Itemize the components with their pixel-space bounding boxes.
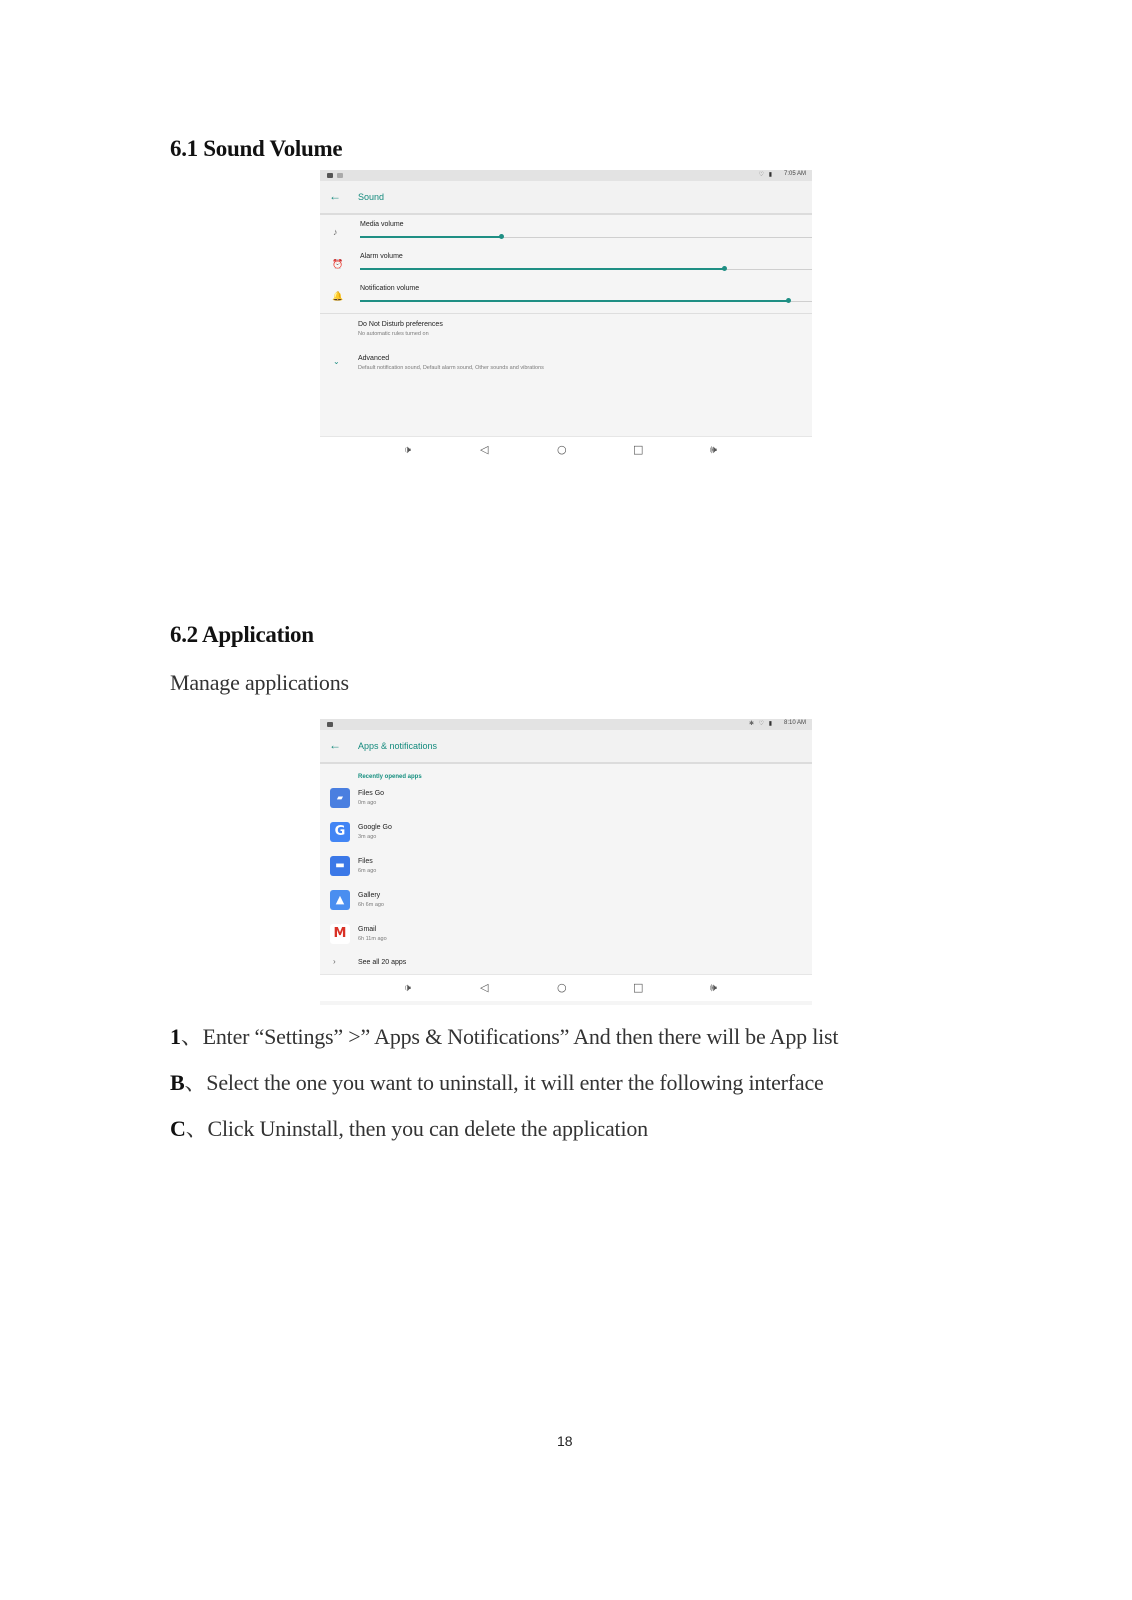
advanced-subtitle: Default notification sound, Default alarm sound, Other sounds and vibrations bbox=[358, 365, 544, 371]
status-bar bbox=[320, 719, 812, 730]
files-go-icon: ▰ bbox=[330, 788, 350, 808]
wifi-icon: ♡ bbox=[758, 172, 764, 178]
recent-apps-label: Recently opened apps bbox=[358, 774, 422, 780]
slider-label-media: Media volume bbox=[360, 221, 404, 228]
battery-icon: ▮ bbox=[768, 721, 772, 727]
app-time: 6m ago bbox=[358, 868, 377, 874]
volume-down-icon[interactable]: 🕩 bbox=[404, 443, 411, 456]
volume-up-icon[interactable]: 🕪 bbox=[710, 981, 717, 994]
step-marker: B bbox=[170, 1070, 185, 1095]
page-title: Sound bbox=[358, 192, 385, 202]
step-text: 、Enter “Settings” >” Apps & Notifications” And then there will be App list bbox=[180, 1024, 839, 1049]
divider bbox=[320, 313, 812, 314]
recents-square-icon[interactable]: □ bbox=[633, 443, 644, 456]
slider-label-notification: Notification volume bbox=[360, 285, 420, 292]
page-title: Apps & notifications bbox=[358, 741, 438, 751]
status-bar bbox=[320, 170, 812, 181]
notification-icon bbox=[327, 173, 333, 178]
bluetooth-icon: ✱ bbox=[748, 721, 754, 727]
navigation-bar bbox=[320, 975, 812, 1001]
see-all-label: See all 20 apps bbox=[358, 959, 407, 966]
step-marker: 1 bbox=[170, 1024, 181, 1049]
files-folder-icon: ▬ bbox=[330, 856, 350, 876]
bell-icon: 🔔 bbox=[332, 291, 344, 301]
section-heading-application: 6.2 Application bbox=[170, 622, 314, 647]
slider-thumb-alarm[interactable] bbox=[722, 266, 727, 271]
slider-fill-media bbox=[360, 236, 501, 238]
music-note-icon: ♪ bbox=[333, 227, 338, 237]
chevron-right-icon: › bbox=[333, 957, 336, 966]
sound-settings-screenshot bbox=[320, 170, 812, 462]
apps-notifications-screenshot bbox=[320, 719, 812, 1005]
slider-fill-alarm bbox=[360, 268, 724, 270]
app-time: 6h 6m ago bbox=[358, 902, 384, 908]
slider-label-alarm: Alarm volume bbox=[360, 253, 403, 260]
battery-icon: ▮ bbox=[768, 172, 772, 178]
app-name: Google Go bbox=[358, 824, 392, 831]
step-b bbox=[170, 1066, 824, 1097]
section-intro: Manage applications bbox=[170, 670, 349, 695]
slider-thumb-notification[interactable] bbox=[786, 298, 791, 303]
app-bar bbox=[320, 730, 812, 764]
gallery-icon: ▲ bbox=[330, 890, 350, 910]
gmail-icon: M bbox=[330, 924, 350, 944]
app-name: Gallery bbox=[358, 892, 381, 899]
slider-fill-notification bbox=[360, 300, 788, 302]
advanced-title: Advanced bbox=[358, 355, 390, 362]
wifi-icon: ♡ bbox=[758, 721, 764, 727]
status-time: 8:10 AM bbox=[783, 720, 806, 726]
home-circle-icon[interactable]: ○ bbox=[557, 443, 567, 456]
home-circle-icon[interactable]: ○ bbox=[557, 981, 567, 994]
chevron-down-icon: ⌄ bbox=[333, 357, 340, 366]
page-number: 18 bbox=[557, 1433, 573, 1449]
app-time: 0m ago bbox=[358, 800, 377, 806]
dnd-subtitle: No automatic rules turned on bbox=[358, 331, 429, 337]
alarm-clock-icon: ⏰ bbox=[332, 259, 344, 269]
google-go-icon: G bbox=[330, 822, 350, 842]
app-bar bbox=[320, 181, 812, 215]
status-time: 7:05 AM bbox=[783, 171, 806, 177]
step-1 bbox=[170, 1020, 838, 1051]
app-name: Files Go bbox=[358, 790, 385, 797]
step-text: 、Click Uninstall, then you can delete the application bbox=[185, 1116, 648, 1141]
app-time: 3m ago bbox=[358, 834, 377, 840]
slider-thumb-media[interactable] bbox=[499, 234, 504, 239]
notification-icon bbox=[337, 173, 343, 178]
app-time: 6h 11m ago bbox=[358, 936, 387, 942]
volume-down-icon[interactable]: 🕩 bbox=[404, 981, 411, 994]
recents-square-icon[interactable]: □ bbox=[633, 981, 644, 994]
app-name: Gmail bbox=[358, 926, 377, 933]
step-marker: C bbox=[170, 1116, 186, 1141]
arrow-left-icon[interactable]: ← bbox=[329, 738, 341, 752]
arrow-left-icon[interactable]: ← bbox=[329, 189, 341, 203]
app-name: Files bbox=[358, 858, 373, 865]
step-c bbox=[170, 1112, 648, 1143]
back-triangle-icon[interactable]: ◁ bbox=[480, 981, 489, 994]
volume-up-icon[interactable]: 🕪 bbox=[710, 443, 717, 456]
section-heading-sound: 6.1 Sound Volume bbox=[170, 136, 343, 161]
dnd-title: Do Not Disturb preferences bbox=[358, 321, 443, 328]
back-triangle-icon[interactable]: ◁ bbox=[480, 443, 489, 456]
notification-icon bbox=[327, 722, 333, 727]
navigation-bar bbox=[320, 437, 812, 462]
step-text: 、Select the one you want to uninstall, it will enter the following interface bbox=[184, 1070, 824, 1095]
